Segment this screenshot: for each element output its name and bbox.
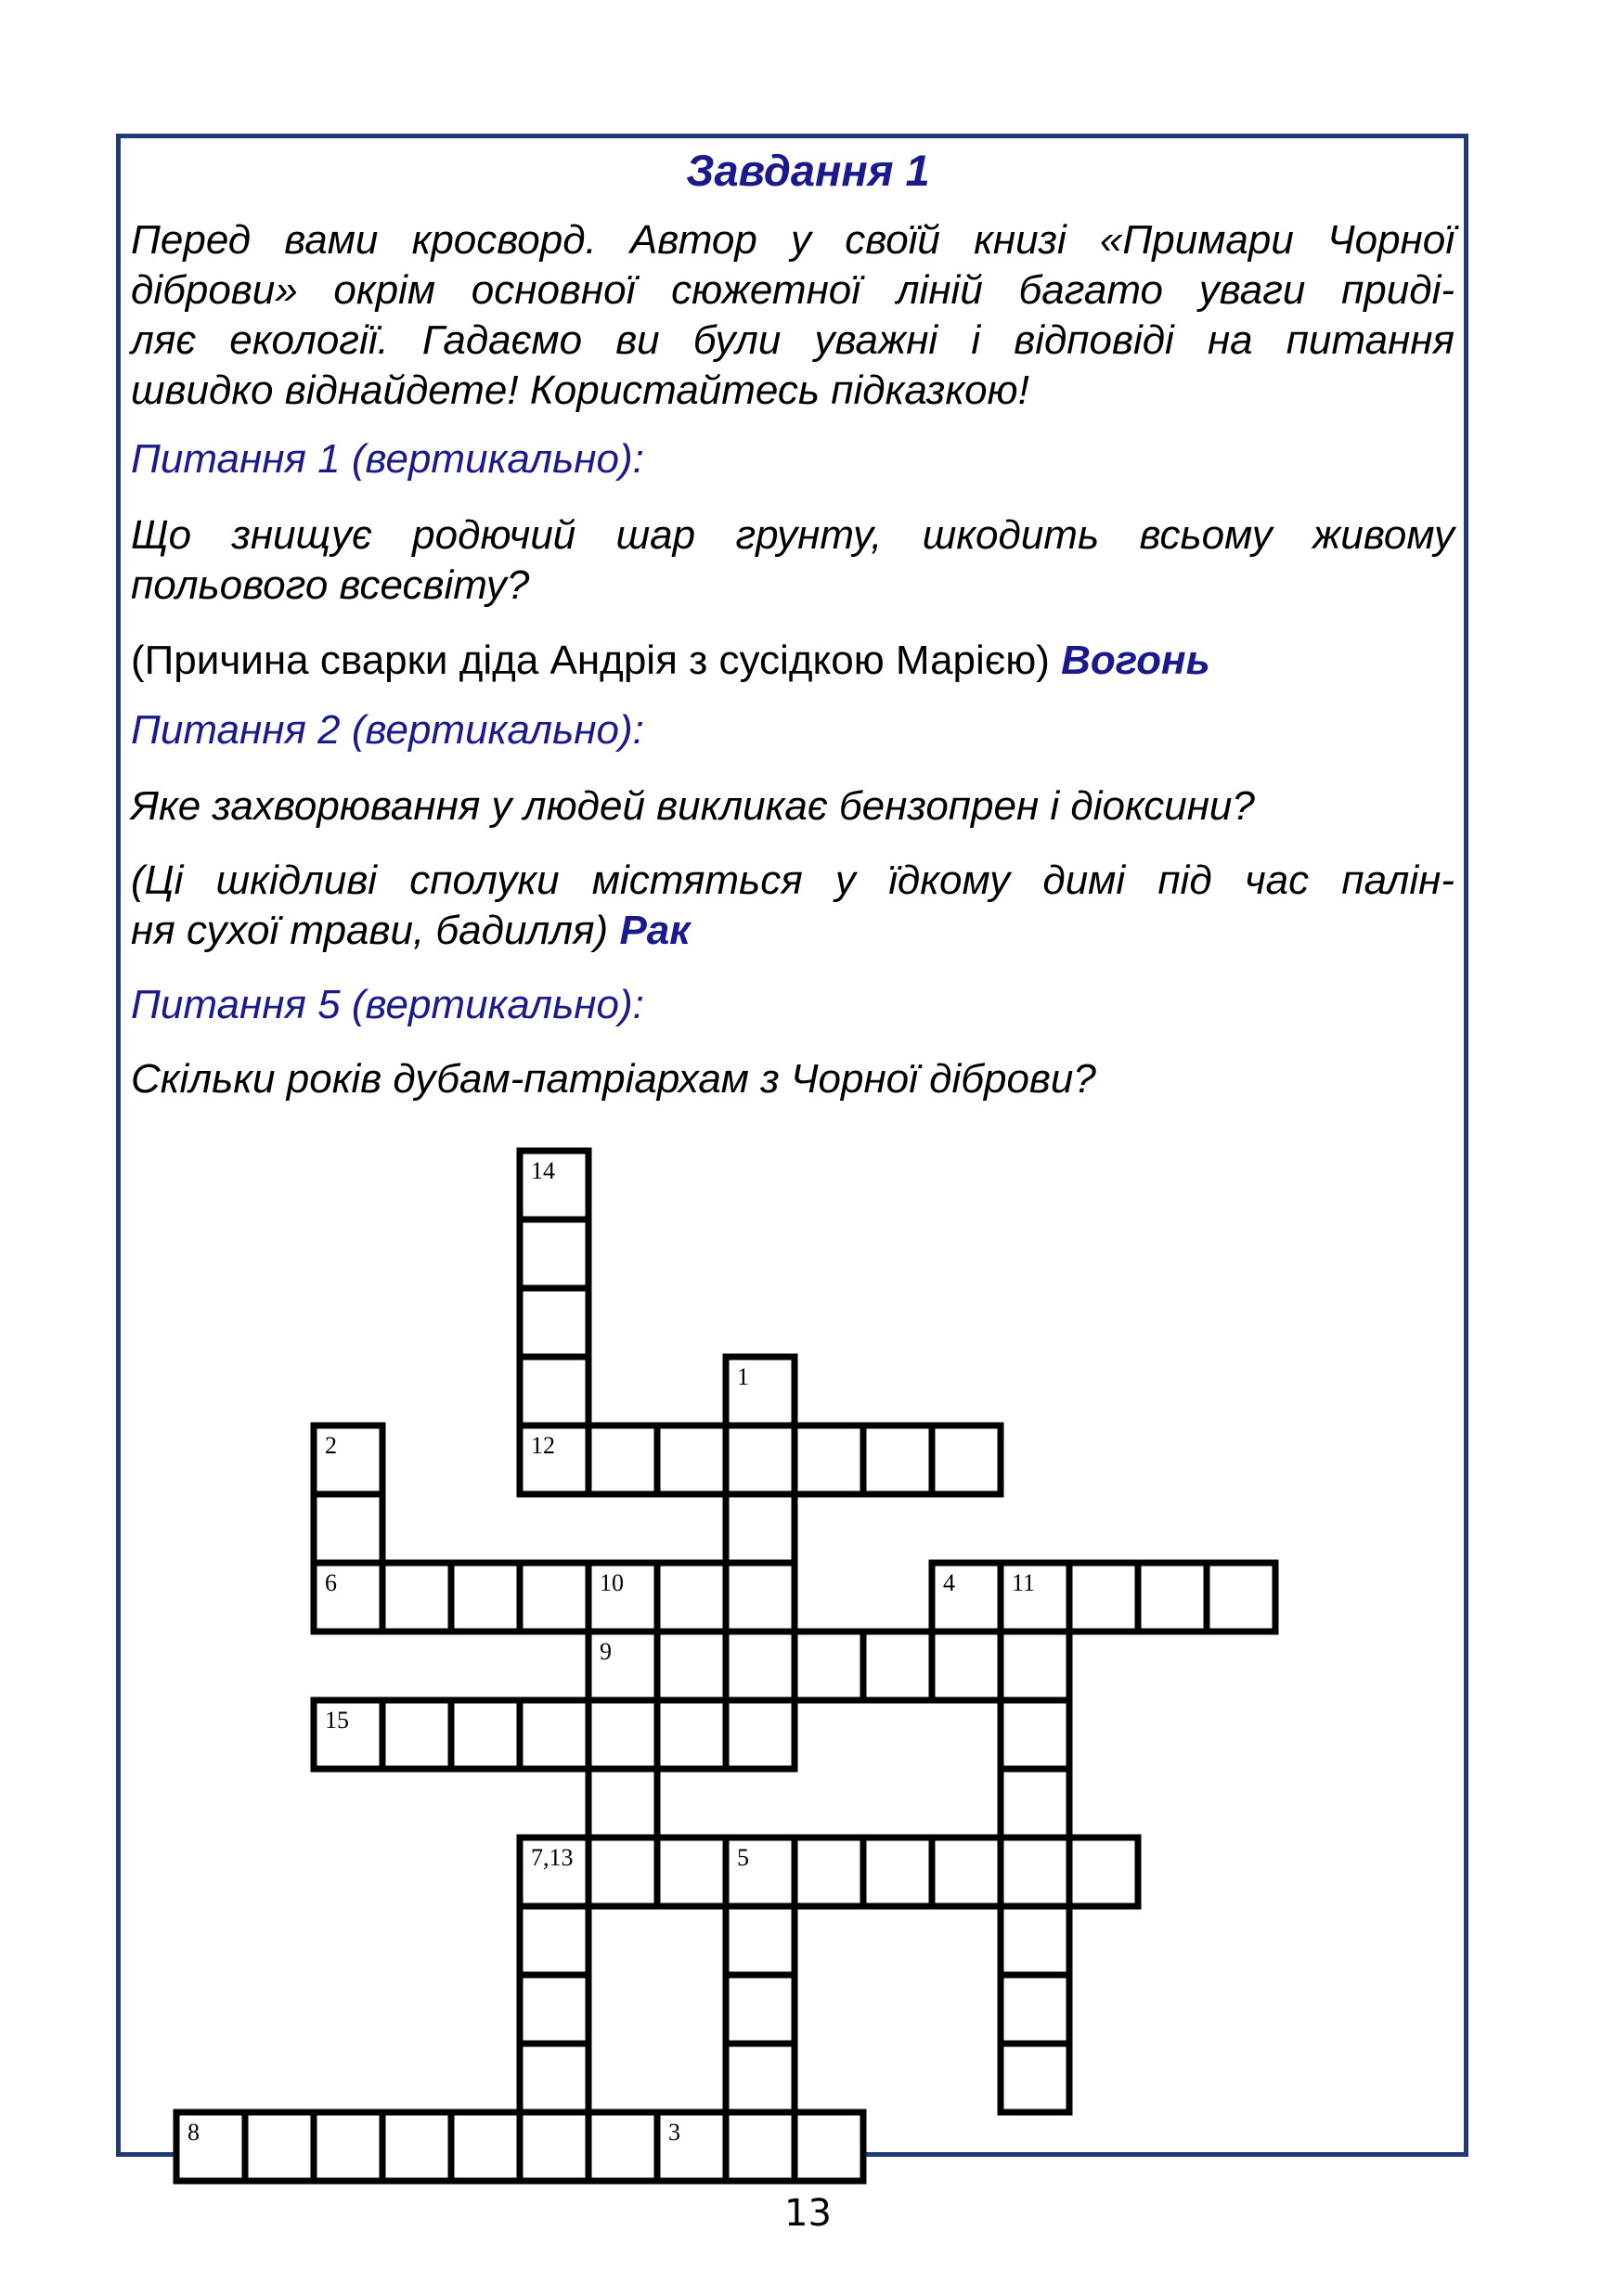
crossword-cell[interactable] — [520, 1906, 588, 1975]
clue-number: 5 — [737, 1844, 749, 1871]
crossword-cell[interactable] — [657, 1838, 726, 1906]
question-1-hint: (Причина сварки діда Андрія з сусідкою Марією) — [131, 638, 1050, 683]
crossword-cell[interactable] — [726, 1906, 795, 1975]
crossword-cell[interactable] — [657, 1425, 726, 1494]
clue-number: 10 — [600, 1569, 624, 1596]
crossword-cell[interactable] — [657, 1563, 726, 1632]
crossword-cell[interactable] — [588, 1425, 657, 1494]
crossword-cell[interactable] — [726, 1563, 795, 1632]
question-1-header: Питання 1 (вертикально): — [131, 436, 644, 482]
question-1-answer: Вогонь — [1061, 638, 1210, 683]
clue-number: 15 — [325, 1707, 349, 1734]
crossword-cell[interactable] — [863, 1425, 932, 1494]
crossword-cell[interactable] — [726, 1700, 795, 1769]
hint-line: (Ці шкідливі сполуки містяться у їдкому димі під час палін- — [131, 858, 1454, 903]
crossword-cell[interactable] — [932, 1425, 1001, 1494]
crossword-cell[interactable] — [932, 1632, 1001, 1700]
crossword-cell[interactable] — [520, 2112, 588, 2181]
crossword-cell[interactable] — [314, 1494, 382, 1563]
crossword-cell[interactable] — [726, 2112, 795, 2181]
crossword-cell[interactable] — [1001, 1700, 1069, 1769]
question-2-header: Питання 2 (вертикально): — [131, 707, 644, 753]
crossword-cell[interactable] — [520, 1219, 588, 1288]
clue-number: 6 — [325, 1569, 337, 1596]
crossword-cell[interactable] — [520, 1563, 588, 1632]
question-2-answer: Рак — [619, 908, 691, 953]
crossword-cell[interactable] — [1001, 2044, 1069, 2112]
crossword-cell[interactable] — [1207, 1563, 1275, 1632]
crossword-cell[interactable] — [726, 1425, 795, 1494]
clue-number: 8 — [187, 2119, 200, 2146]
clue-number: 2 — [325, 1432, 337, 1459]
intro-line: ляє екології. Гадаємо ви були уважні і відповіді на питання — [131, 317, 1454, 363]
clue-number: 4 — [943, 1569, 955, 1596]
crossword-cell[interactable] — [588, 1769, 657, 1838]
crossword-cell[interactable] — [520, 1975, 588, 2044]
intro-line: діброви» окрім основної сюжетної ліній багато уваги приді- — [131, 267, 1454, 313]
crossword-cell[interactable] — [451, 2112, 520, 2181]
clue-number: 12 — [531, 1432, 555, 1459]
crossword-cell[interactable] — [314, 2112, 382, 2181]
crossword-cell[interactable] — [520, 1357, 588, 1425]
crossword-cell[interactable] — [245, 2112, 314, 2181]
crossword-cell[interactable] — [657, 1700, 726, 1769]
crossword-cell[interactable] — [588, 1700, 657, 1769]
crossword-cell[interactable] — [726, 1494, 795, 1563]
crossword-cell[interactable] — [863, 1838, 932, 1906]
crossword-cell[interactable] — [382, 1563, 451, 1632]
crossword-cell[interactable] — [657, 1632, 726, 1700]
crossword-cell[interactable] — [520, 2044, 588, 2112]
crossword-cell[interactable] — [1069, 1563, 1138, 1632]
crossword-cell[interactable] — [726, 1632, 795, 1700]
crossword-cell[interactable] — [520, 1700, 588, 1769]
crossword-cell[interactable] — [795, 1425, 863, 1494]
question-5-text: Скільки років дубам-патріархам з Чорної діброви? — [131, 1056, 1096, 1102]
crossword-cell[interactable] — [588, 1838, 657, 1906]
clue-number: 14 — [531, 1157, 555, 1184]
crossword-cell[interactable] — [932, 1838, 1001, 1906]
crossword-cell[interactable] — [863, 1632, 932, 1700]
clue-number: 7,13 — [531, 1844, 574, 1871]
hint-line: ня сухої трави, бадилля) — [131, 908, 609, 953]
question-5-header: Питання 5 (вертикально): — [131, 982, 644, 1027]
crossword-cell[interactable] — [1001, 1632, 1069, 1700]
question-line: Що знищує родючий шар грунту, шкодить всьому живому — [131, 512, 1454, 558]
crossword-cell[interactable] — [726, 2044, 795, 2112]
crossword-cell[interactable] — [382, 2112, 451, 2181]
crossword-cell[interactable] — [588, 2112, 657, 2181]
clue-number: 9 — [600, 1638, 612, 1665]
crossword-cell[interactable] — [382, 1700, 451, 1769]
crossword-cell[interactable] — [520, 1288, 588, 1357]
crossword-cell[interactable] — [451, 1563, 520, 1632]
crossword-cell[interactable] — [795, 1838, 863, 1906]
crossword-cell[interactable] — [1001, 1769, 1069, 1838]
crossword-cell[interactable] — [1138, 1563, 1207, 1632]
clue-number: 3 — [668, 2119, 680, 2146]
crossword-cell[interactable] — [726, 1975, 795, 2044]
crossword-cell[interactable] — [1001, 1906, 1069, 1975]
question-2-text: Яке захворювання у людей викликає бензопрен і діоксини? — [131, 783, 1255, 829]
question-line: польового всесвіту? — [131, 562, 530, 608]
crossword-cell[interactable] — [451, 1700, 520, 1769]
clue-number: 11 — [1012, 1569, 1036, 1596]
crossword-cell[interactable] — [795, 1632, 863, 1700]
crossword-cell[interactable] — [795, 2112, 863, 2181]
crossword-cell[interactable] — [1069, 1838, 1138, 1906]
crossword-cell[interactable] — [1001, 1975, 1069, 2044]
intro-line: швидко віднайдете! Користайтесь підказкою! — [131, 368, 1029, 413]
crossword-cell[interactable] — [1001, 1838, 1069, 1906]
page-number: 13 — [784, 2192, 832, 2235]
task-title: Завдання 1 — [686, 146, 930, 195]
clue-number: 1 — [737, 1363, 749, 1390]
intro-line: Перед вами кросворд. Автор у своїй книзі «Примари Чорної — [131, 217, 1454, 263]
